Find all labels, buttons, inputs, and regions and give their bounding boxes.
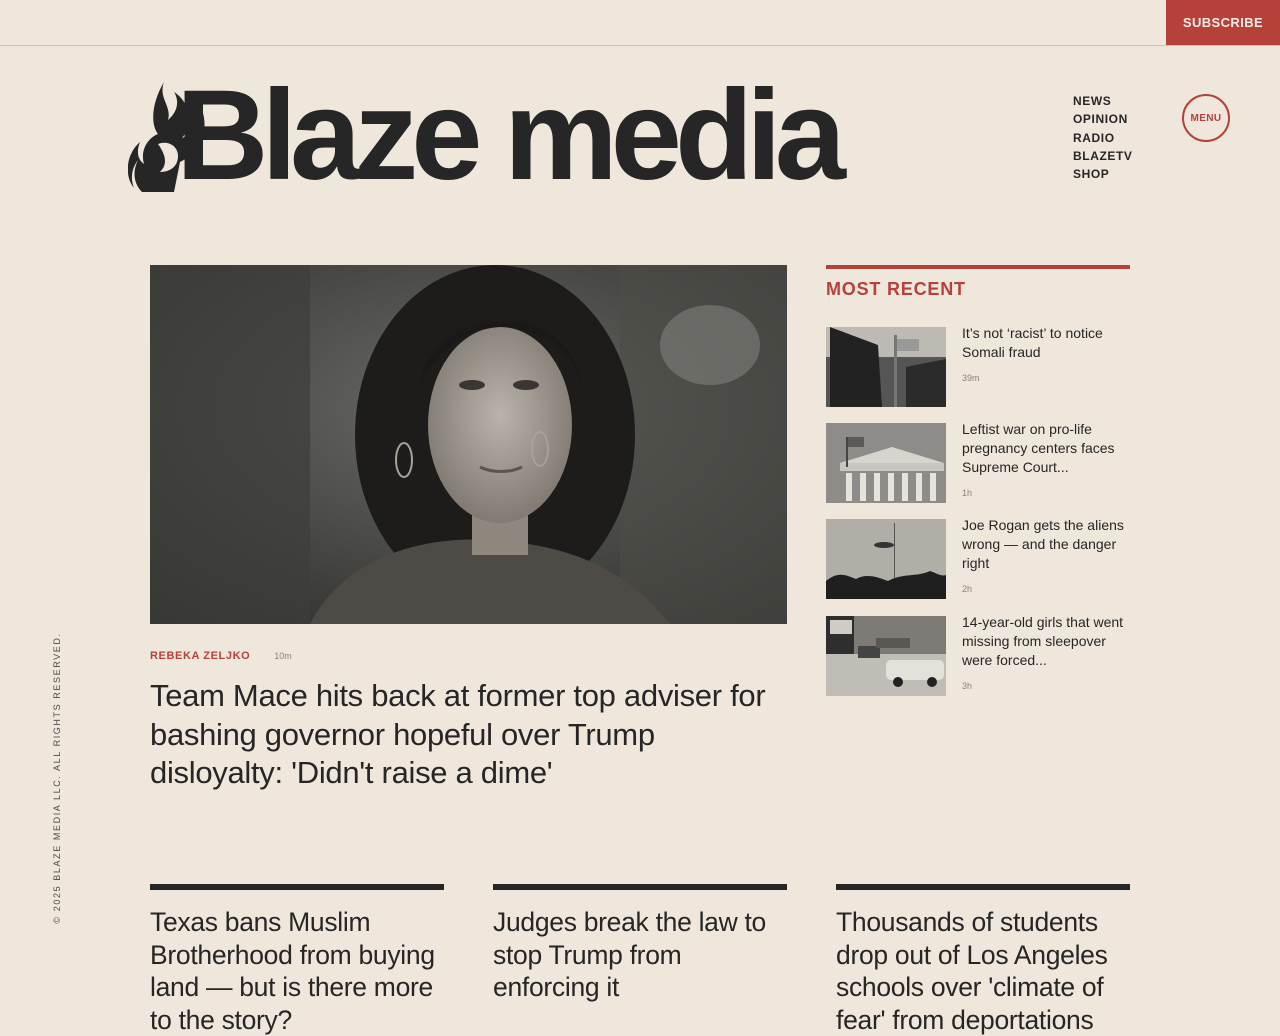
recent-item[interactable] <box>826 616 1130 696</box>
recent-item-title: Leftist war on pro-life pregnancy centers faces Supreme Court... 1h <box>962 420 1130 503</box>
hero-image[interactable] <box>150 265 787 624</box>
recent-thumbnail <box>826 423 946 503</box>
recent-item-title: It’s not ‘racist’ to notice Somali fraud 39m <box>962 324 1130 388</box>
most-recent-rule <box>826 265 1130 269</box>
recent-item-time: 1h <box>962 488 973 498</box>
article-card-title[interactable]: Texas bans Muslim Brotherhood from buying land — but is there more to the story? <box>150 907 435 1035</box>
article-card[interactable] <box>493 884 787 1004</box>
recent-item-title: 14-year-old girls that went missing from sleepover were forced... 3h <box>962 613 1130 696</box>
main-nav <box>1073 92 1133 183</box>
recent-item[interactable] <box>826 327 1130 407</box>
nav-item-blazetv[interactable]: BLAZETV <box>1073 148 1133 163</box>
recent-item[interactable] <box>826 423 1130 503</box>
nav-item-shop[interactable]: SHOP <box>1073 167 1110 182</box>
recent-thumbnail <box>826 519 946 599</box>
subscribe-button[interactable]: SUBSCRIBE <box>1166 0 1280 45</box>
top-bar <box>0 0 1280 46</box>
recent-thumbnail <box>826 327 946 407</box>
article-card-title[interactable]: Thousands of students drop out of Los Angeles schools over 'climate of fear' from deportations <box>836 907 1108 1035</box>
copyright-notice: © 2025 BLAZE MEDIA LLC. ALL RIGHTS RESERVED. <box>52 632 62 924</box>
recent-item-title: Joe Rogan gets the aliens wrong — and the danger right 2h <box>962 516 1130 599</box>
recent-item[interactable] <box>826 519 1130 599</box>
hero-meta <box>150 650 292 662</box>
logo-wordmark: Blaze media <box>176 64 839 207</box>
nav-item-opinion[interactable]: OPINION <box>1073 112 1128 127</box>
most-recent-heading: MOST RECENT <box>826 279 966 299</box>
hero-author[interactable]: REBEKA ZELJKO <box>150 650 251 662</box>
recent-item-time: 39m <box>962 373 980 383</box>
hero-time: 10m <box>274 651 292 661</box>
article-card[interactable] <box>150 884 444 1036</box>
menu-button[interactable]: MENU <box>1182 94 1230 142</box>
nav-item-radio[interactable]: RADIO <box>1073 130 1115 145</box>
article-card-title[interactable]: Judges break the law to stop Trump from enforcing it <box>493 907 766 1002</box>
most-recent <box>826 265 1130 691</box>
hero-headline[interactable]: Team Mace hits back at former top adviser for bashing governor hopeful over Trump disloyalty: 'Didn't raise a dime' <box>150 678 766 790</box>
site-logo[interactable] <box>128 64 839 207</box>
recent-thumbnail <box>826 616 946 696</box>
recent-item-time: 3h <box>962 681 973 691</box>
nav-item-news[interactable]: NEWS <box>1073 94 1112 108</box>
article-card[interactable] <box>836 884 1130 1036</box>
recent-item-time: 2h <box>962 584 973 594</box>
